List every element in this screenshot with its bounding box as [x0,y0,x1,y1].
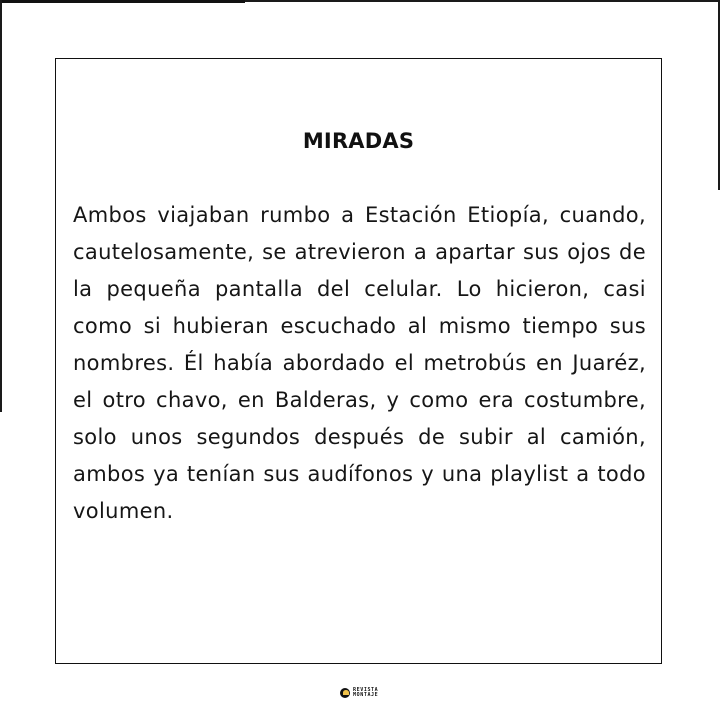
brand-wordmark [353,688,378,698]
revista-montaje-logo-icon [340,688,350,698]
story-card [55,58,662,664]
frame-top-accent-line [0,0,245,3]
brand-logo [340,686,378,700]
brand-wordmark-line-1: REVISTA [353,687,379,693]
story-body: Ambos viajaban rumbo a Estación Etiopía, cuando, cautelosamente, se atrevieron a apartar sus ojos de la pequeña pantalla del celular. Lo hicieron, casi como si hubieran escuchado al mismo tiempo sus nombres. Él había abordado el metrobús en Juaréz, el otro chavo, en Balderas, y como era costumbre, solo unos segundos después de subir al camión, ambos ya tenían sus audífonos y una playlist a todo volumen. [73,203,646,523]
brand-wordmark-line-2: MONTAJE [353,692,379,698]
frame-left-line [0,0,2,412]
story-title: MIRADAS [302,129,415,153]
